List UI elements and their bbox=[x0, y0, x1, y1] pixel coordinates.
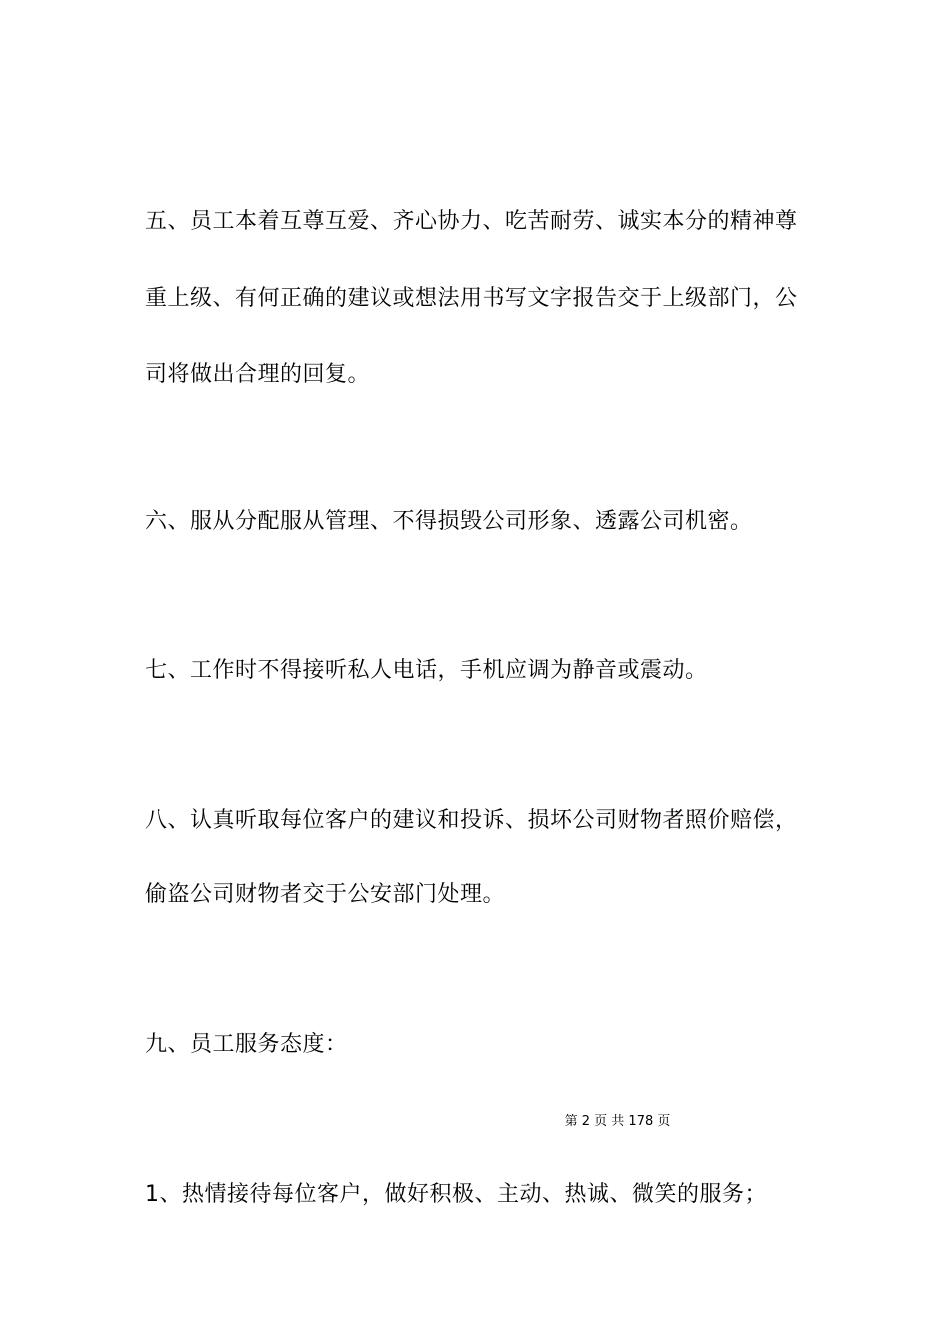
paragraph-line-item-7: 七、工作时不得接听私人电话，手机应调为静音或震动。 bbox=[145, 658, 708, 683]
paragraph-line-item-8-a: 八、认真听取每位客户的建议和投诉、损坏公司财物者照价赔偿， bbox=[145, 808, 798, 833]
page-footer-number: 第 2 页 共 178 页 bbox=[564, 1114, 671, 1129]
paragraph-line-item-5-c: 司将做出合理的回复。 bbox=[145, 362, 371, 387]
paragraph-line-item-9: 九、员工服务态度： bbox=[145, 1032, 348, 1057]
paragraph-line-item-8-b: 偷盗公司财物者交于公安部门处理。 bbox=[145, 882, 506, 907]
paragraph-line-item-5-a: 五、员工本着互尊互爱、齐心协力、吃苦耐劳、诚实本分的精神尊 bbox=[145, 209, 798, 234]
paragraph-line-item-5-b: 重上级、有何正确的建议或想法用书写文字报告交于上级部门，公 bbox=[145, 286, 798, 311]
paragraph-line-item-6: 六、服从分配服从管理、不得损毁公司形象、透露公司机密。 bbox=[145, 509, 753, 534]
paragraph-line-subitem-1: 1、热情接待每位客户，做好积极、主动、热诚、微笑的服务； bbox=[145, 1182, 767, 1207]
